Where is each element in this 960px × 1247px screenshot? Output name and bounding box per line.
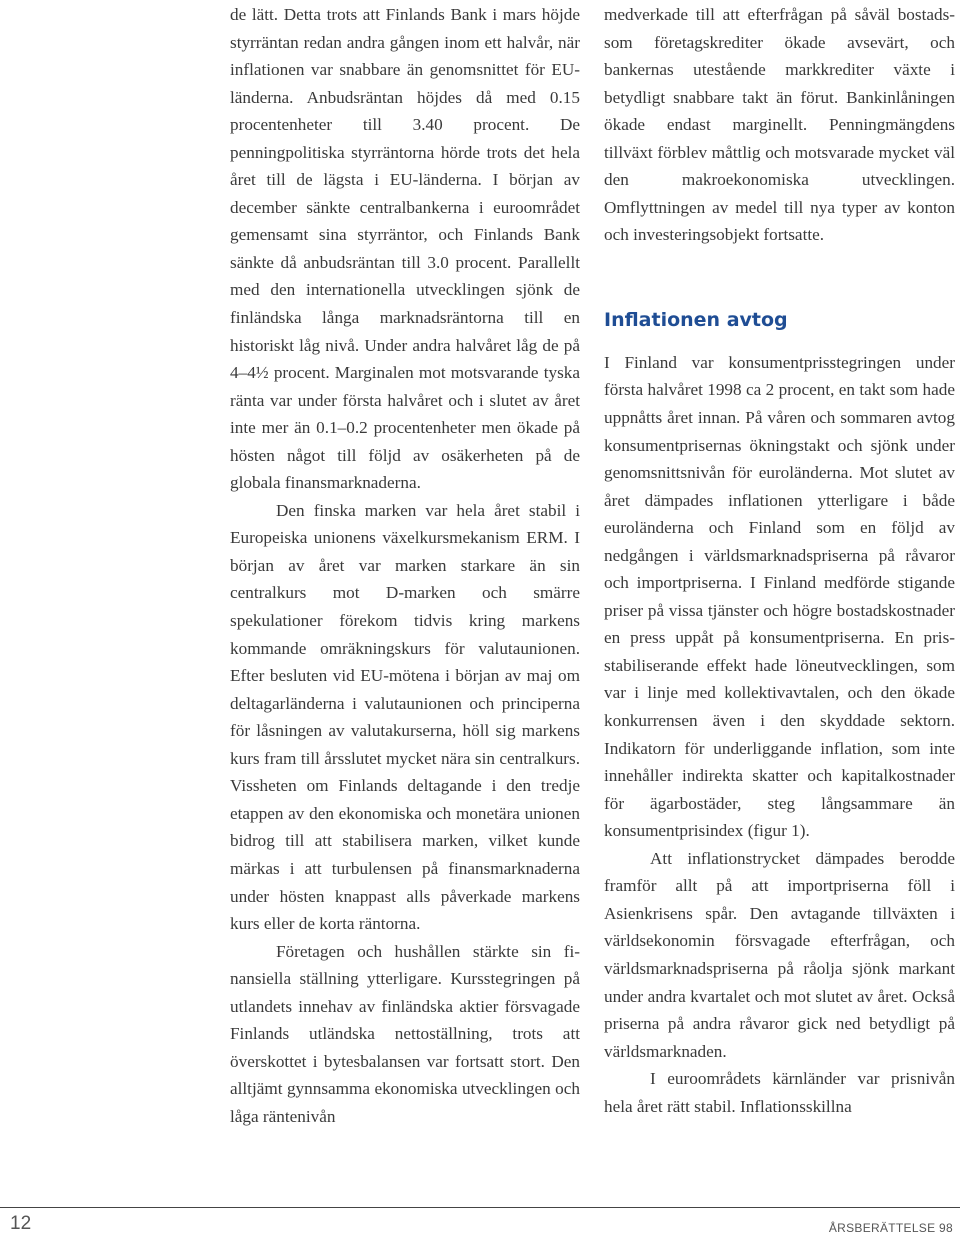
right-intro-paragraph: medverkade till att efterfrågan på såväl bostads- som företagskrediter ökade avsevärt, och bankernas utestående markkrediter växte i betydligt snabbare takt än förut. Bankinlåningen ökade endast marginellt. Penningmängdens tillväxt förblev måttlig och motsvarade mycket väl den makroekonomiska utvecklingen. Omflyttningen av medel till nya typer av konton och investeringsobjekt fortsatte. bbox=[604, 5, 955, 245]
left-paragraph-2: Den finska marken var hela året stabil i Europeiska unionens växelkursmekanism ERM. I början av året var marken starkare än sin centralkurs mot D-marken och smärre spekulationer förekom tidvis kring markens kommande omräkningskurs för valutaunionen. Efter besluten vid EU-mötena i början av maj om deltagarländerna i valutaunionen och principerna för låsningen av valutakurserna, höll sig markens kurs fram till årsslutet mycket nära sin centralkurs. Vissheten om Finlands deltagande i den tredje etappen av den ekonomiska och monetära unionen bidrog till att stabilisera marken, vilket kunde märkas i att turbulensen på finansmarknaderna under hösten knappast alls påverkade markens kurs eller de korta räntorna. bbox=[230, 500, 580, 934]
left-paragraph-3: Företagen och hushållen stärkte sin finansiella ställning ytterligare. Kursstegringen på utlandets innehav av finländska aktier försvagade Finlands utländska nettoställning, trots att överskottet i bytesbalansen var fortsatt stort. Den alltjämt gynnsamma ekonomiska utvecklingen och låga räntenivån bbox=[230, 941, 580, 1126]
section-heading: Inflationen avtog bbox=[604, 308, 788, 331]
left-paragraph-1: de lätt. Detta trots att Finlands Bank i mars höjde styrräntan redan andra gången inom ett halvår, när inflationen var snabbare än genomsnittet för EU-länderna. Anbudsräntan höjdes då med 0.15 procentenheter till 3.40 procent. De penningpolitiska styrräntorna hörde trots det hela året till de lägsta i EU-länderna. I början av december sänkte centralbankerna i euroområdet gemensamt sina styrräntor, och Finlands Bank sänkte då anbudsräntan till 3.0 procent. Parallellt med den internationella utvecklingen sjönk de finländska långa marknadsräntorna till en historiskt låg nivå. Under andra halvåret låg de på 4–4½ procent. Marginalen mot motsvarande tyska ränta var under första halvåret och i slutet av året inte mer än 0.1–0.2 procentenheter men ökade på hösten något till följd av osäkerheten på de globala finansmarknaderna. bbox=[230, 5, 580, 493]
right-paragraph-1: I Finland var konsumentprisstegringen under första halvåret 1998 ca 2 procent, en takt som hade uppnåtts året innan. På våren och sommaren avtog konsumentprisernas ökningstakt och sjönk under genomsnittsnivån för euroländerna. Mot slutet av året dämpades inflationen ytterligare i både euroländerna och Finland som en följd av nedgången i världsmarknadspriserna på råvaror och importpriserna. I Finland medförde stigande priser på vissa tjänster och högre bostadskostnader en press uppåt på konsumentpriserna. En prisstabiliserande effekt hade löneutvecklingen, som var i linje med kollektivavtalen, och den ökade konkurrensen även i den skyddade sektorn. Indikatorn för underliggande inflation, som inte innehåller indirekta skatter och kapitalkostnader för ägarbostäder, steg långsammare än konsumentprisindex (figur 1). bbox=[604, 352, 955, 841]
right-paragraph-3: I euroområdets kärnländer var prisnivån hela året rätt stabil. Inflationsskillna bbox=[604, 1069, 955, 1116]
right-text-column bbox=[604, 1, 955, 1120]
report-title: ÅRSBERÄTTELSE 98 bbox=[828, 1221, 953, 1235]
page-number: 12 bbox=[10, 1213, 32, 1234]
left-text-column bbox=[230, 1, 580, 1130]
right-paragraph-2: Att inflationstrycket dämpades berodde framför allt på att importpriserna föll i Asienkrisens spår. Den avtagande tillväxten i världsekonomin försvagade efterfrågan, och världsmarknadspriserna på råolja sjönk markant under andra kvartalet och mot slutet av året. Också priserna på andra råvaror gick ned betydligt på världsmarknaden. bbox=[604, 848, 955, 1061]
footer-divider bbox=[0, 1207, 960, 1208]
